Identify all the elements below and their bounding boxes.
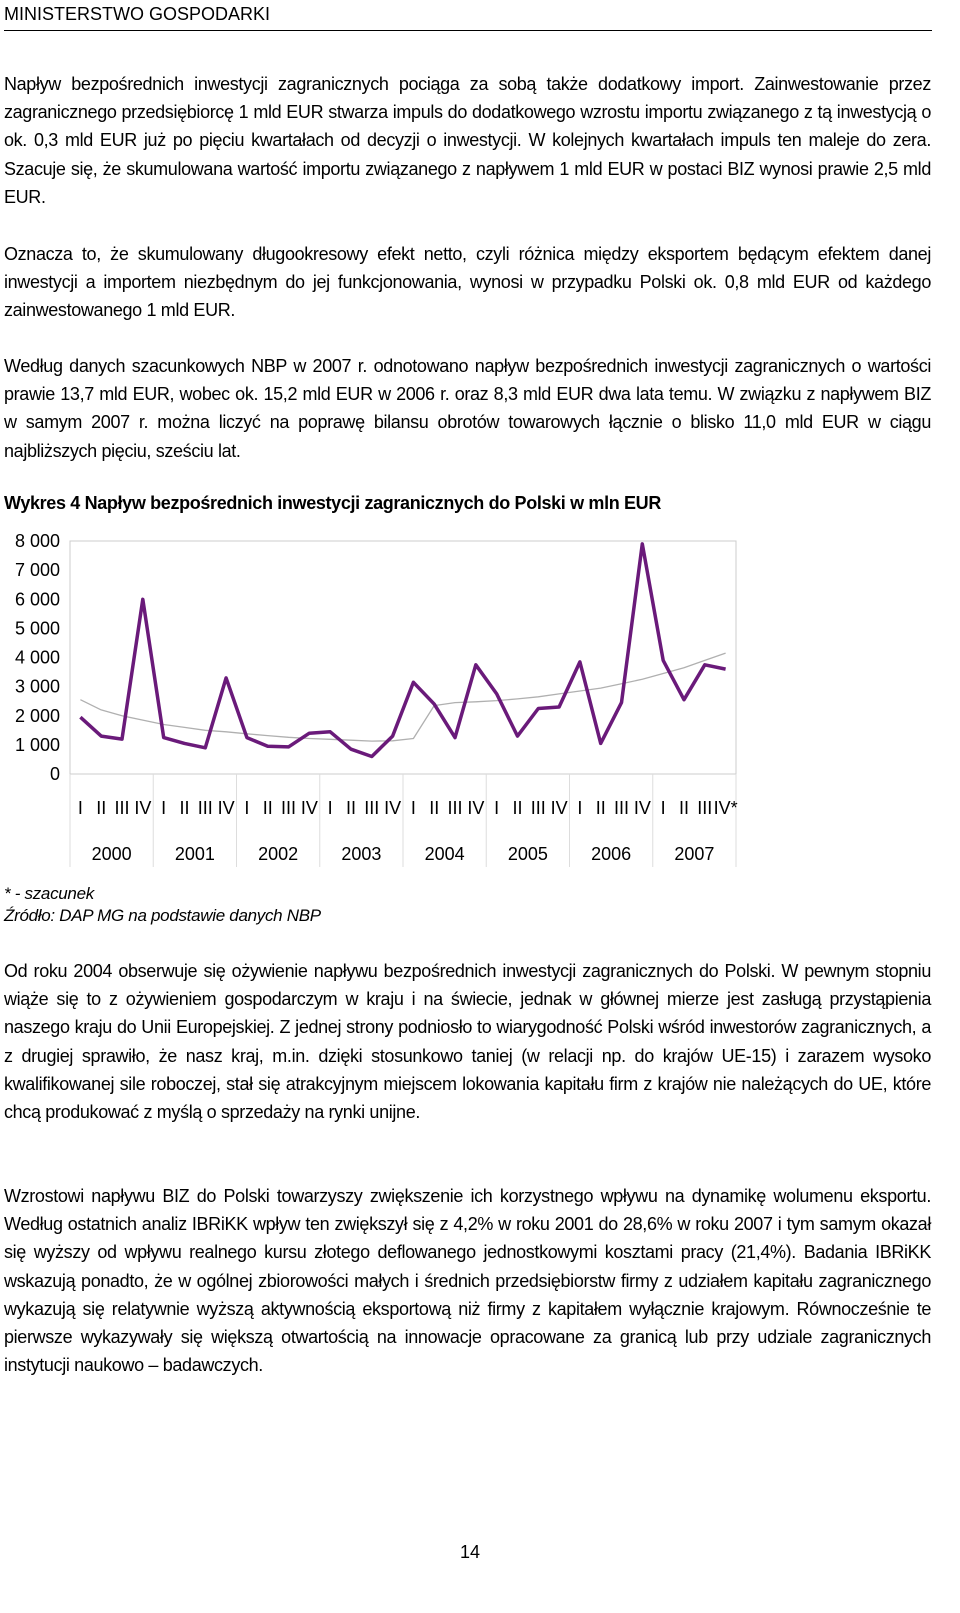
year-label: 2004 bbox=[424, 844, 465, 864]
quarter-label: IV bbox=[300, 798, 318, 818]
quarter-label: I bbox=[494, 798, 500, 818]
trend-series-line bbox=[80, 653, 725, 741]
quarter-label: I bbox=[660, 798, 666, 818]
quarter-label: II bbox=[595, 798, 606, 818]
year-label: 2007 bbox=[674, 844, 715, 864]
quarter-label: I bbox=[410, 798, 416, 818]
y-tick-label: 5 000 bbox=[14, 618, 60, 639]
year-label: 2006 bbox=[591, 844, 632, 864]
quarter-label: III bbox=[697, 798, 713, 818]
page-number: 14 bbox=[459, 1542, 481, 1562]
quarter-label: III bbox=[614, 798, 630, 818]
estimate-note: * - szacunek bbox=[4, 884, 94, 903]
y-tick-label: 3 000 bbox=[14, 676, 60, 697]
quarter-label: III bbox=[281, 798, 297, 818]
quarter-label: I bbox=[161, 798, 167, 818]
quarter-label: III bbox=[364, 798, 380, 818]
paragraph-3: Według danych szacunkowych NBP w 2007 r. odnotowano napływ bezpośrednich inwestycji zagranicznych o wartości prawie 13,7 mld EUR, wobec ok. 15,2 mld EUR w 2006 r. oraz 8,3 mld EUR dwa lata temu. W związku z napływem BIZ w samym 2007 r. można liczyć na poprawę bilansu obrotów towarowych łącznie o blisko 11,0 mld EUR w ciągu najbliższych pięciu, sześciu lat. bbox=[4, 356, 931, 461]
quarter-label: II bbox=[179, 798, 190, 818]
paragraph-5: Wzrostowi napływu BIZ do Polski towarzyszy zwiększenie ich korzystnego wpływu na dynamikę wolumenu eksportu. Według ostatnich analiz IBRiKK wpływ ten zwiększył się z 4,2% w roku 2001 do 28,6% w roku 2007 i tym samym okazał się wyższy od wpływu realnego kursu złotego deflowanego jednostkowymi kosztami pracy (21,4%). Badania IBRiKK wskazują ponadto, że w ogólnej zbiorowości małych i średnich przedsiębiorstw firmy z udziałem kapitału zagranicznego wykazują się relatywnie wyższą aktywnością eksportową niż firmy z kapitałem wyłącznie krajowym. Równocześnie te pierwsze wykazywały się większą otwartością na innowacje opracowane za granicą lub przy udziale zagranicznych instytucji naukowo – badawczych. bbox=[4, 1186, 931, 1376]
quarter-label: IV* bbox=[713, 798, 738, 818]
quarter-label: II bbox=[345, 798, 356, 818]
quarter-label: II bbox=[678, 798, 689, 818]
quarter-label: III bbox=[197, 798, 213, 818]
y-tick-label: 6 000 bbox=[14, 589, 60, 610]
paragraph-2: Oznacza to, że skumulowany długookresowy efekt netto, czyli różnica między eksportem będącym efektem danej inwestycji a importem niezbędnym do jej funkcjonowania, wynosi w przypadku Polski ok. 0,8 mld EUR od każdego zainwestowanego 1 mld EUR. bbox=[4, 244, 931, 321]
quarter-label: III bbox=[114, 798, 130, 818]
quarter-label: II bbox=[512, 798, 523, 818]
y-tick-label: 0 bbox=[49, 764, 60, 784]
quarter-label: I bbox=[77, 798, 83, 818]
fdi-line-chart bbox=[0, 520, 960, 880]
year-label: 2002 bbox=[258, 844, 299, 864]
quarter-label: I bbox=[327, 798, 333, 818]
y-tick-label: 4 000 bbox=[14, 647, 60, 668]
quarter-label: III bbox=[447, 798, 463, 818]
paragraph-4: Od roku 2004 obserwuje się ożywienie napływu bezpośrednich inwestycji zagranicznych do Polski. W pewnym stopniu wiąże się to z ożywieniem gospodarczym w kraju i na świecie, jednak w głównej mierze jest zasługą przystąpienia naszego kraju do Unii Europejskiej. Z jednej strony podniosło to wiarygodność Polski wśród inwestorów zagranicznych, a z drugiej sprawiło, że nasz kraj, m.in. dzięki stosunkowo taniej (w relacji np. do krajów UE-15) i zarazem wysoko kwalifikowanej sile roboczej, stał się atrakcyjnym miejscem lokowania kapitału firm z krajów nie należących do UE, które chcą produkować z myślą o sprzedaży na rynki unijne. bbox=[4, 961, 931, 1123]
y-tick-label: 2 000 bbox=[14, 705, 60, 726]
year-label: 2003 bbox=[341, 844, 382, 864]
quarter-label: II bbox=[429, 798, 440, 818]
y-tick-label: 1 000 bbox=[14, 734, 60, 755]
page-header: MINISTERSTWO GOSPODARKI bbox=[4, 2, 932, 31]
chart-title: Wykres 4 Napływ bezpośrednich inwestycji zagranicznych do Polski w mln EUR bbox=[4, 493, 661, 513]
year-label: 2005 bbox=[507, 844, 548, 864]
y-tick-label: 7 000 bbox=[14, 560, 60, 581]
quarter-label: IV bbox=[134, 798, 152, 818]
quarter-label: IV bbox=[467, 798, 485, 818]
y-tick-label: 8 000 bbox=[14, 531, 60, 551]
quarter-label: I bbox=[577, 798, 583, 818]
quarter-label: II bbox=[262, 798, 273, 818]
quarter-label: IV bbox=[384, 798, 402, 818]
year-label: 2001 bbox=[174, 844, 215, 864]
quarter-label: II bbox=[96, 798, 107, 818]
quarter-label: IV bbox=[633, 798, 651, 818]
source-note: Źródło: DAP MG na podstawie danych NBP bbox=[4, 906, 321, 925]
quarter-label: I bbox=[244, 798, 250, 818]
year-label: 2000 bbox=[91, 844, 132, 864]
quarter-label: III bbox=[530, 798, 546, 818]
fdi-series-line bbox=[80, 544, 725, 757]
paragraph-1: Napływ bezpośrednich inwestycji zagranicznych pociąga za sobą także dodatkowy import. Zainwestowanie przez zagranicznego przedsiębiorcę 1 mld EUR stwarza impuls do dodatkowego wzrostu importu związanego z tą inwestycją o ok. 0,3 mld EUR już po pięciu kwartałach od decyzji o inwestycji. W kolejnych kwartałach impuls ten maleje do zera. Szacuje się, że skumulowana wartość importu związanego z napływem 1 mld EUR w postaci BIZ wynosi prawie 2,5 mld EUR. bbox=[4, 74, 931, 207]
quarter-label: IV bbox=[217, 798, 235, 818]
quarter-label: IV bbox=[550, 798, 568, 818]
